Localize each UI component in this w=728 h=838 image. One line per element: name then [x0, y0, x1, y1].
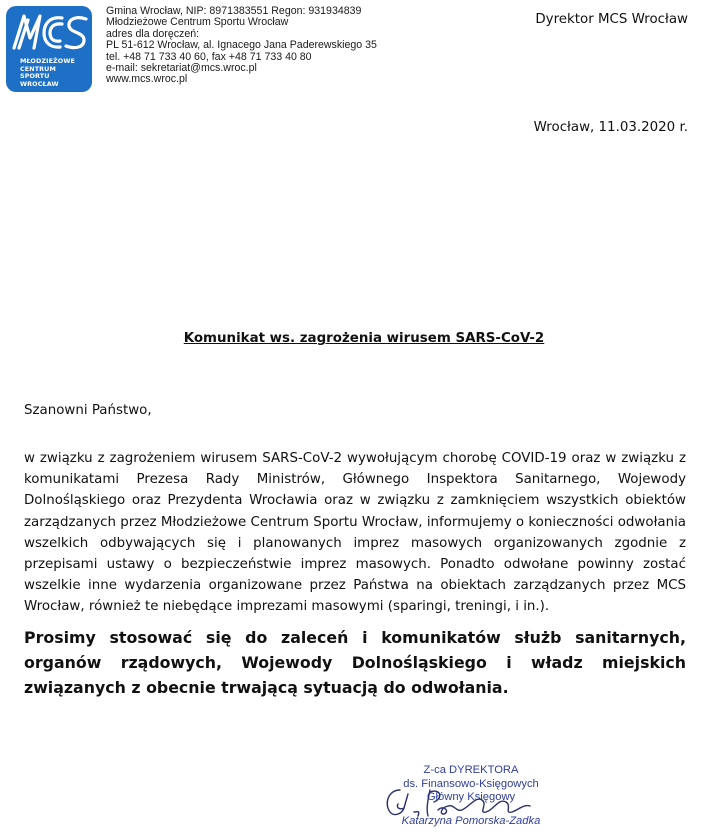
stamp-line: Główny Księgowy: [426, 791, 516, 803]
letterhead-line: Gmina Wrocław, NIP: 8971383551 Regon: 931934839: [106, 5, 362, 17]
letterhead-line: Młodzieżowe Centrum Sportu Wrocław: [106, 16, 289, 29]
letterhead-line: adres dla doręczeń:: [106, 27, 200, 40]
subject-text: Komunikat ws. zagrożenia wirusem SARS-CoV-2: [183, 331, 545, 346]
letterhead-line: www.mcs.wroc.pl: [106, 73, 188, 86]
letter-date: Wrocław, 11.03.2020 r.: [533, 120, 688, 135]
stamp-title: Z-ca DYREKTORA: [423, 764, 519, 776]
handwritten-signature: [378, 782, 548, 824]
body-paragraph: w związku z zagrożeniem wirusem SARS-CoV-2 wywołującym chorobę COVID-19 oraz w związku z komunikatami Prezesa Rady Ministrów, Głównego Inspektora Sanitarnego, Wojewody Dolnośląskiego oraz Prezydenta Wrocławia oraz w związku z zamknięciem wszystkich obiektów zarządzanych przez Młodzieżowe Centrum Sportu Wrocław, informujemy o konieczności odwołania wszelkich odbywających się i planowanych imprez masowych organizowanych zgodnie z przepisami ustawy o bezpieczeństwie imprez masowych. Ponadto odwołane powinny zostać wszelkie inne wydarzenia organizowane przez Państwa na obiektach zarządzanych przez MCS Wrocław, również te niebędące imprezami masowymi (sparingi, treningi, i in.).: [24, 451, 686, 615]
logo-line: MŁODZIEŻOWE: [20, 57, 75, 65]
stamp-name: Katarzyna Pomorska-Zadka: [401, 814, 541, 827]
subject-line: [0, 331, 728, 346]
logo-line: SPORTU: [20, 72, 50, 80]
stamp-line: ds. Finansowo-Księgowych: [403, 777, 539, 790]
letterhead-line: e-mail: sekretariat@mcs.wroc.pl: [106, 62, 257, 75]
letterhead-line: PL 51-612 Wrocław, al. Ignacego Jana Paderewskiego 35: [106, 39, 377, 52]
mcs-logo-text: [20, 58, 75, 88]
logo-line: CENTRUM: [20, 64, 56, 73]
letterhead-contact: [106, 6, 377, 86]
mcs-logo-mark: [6, 6, 92, 58]
mcs-logo: [6, 6, 92, 92]
request-paragraph: Prosimy stosować się do zaleceń i komunikatów służb sanitarnych, organów rządowych, Wojewody Dolnośląskiego i władz miejskich związanych z obecnie trwającą sytuacją do odwołania.: [24, 628, 686, 697]
letterhead-line: tel. +48 71 733 40 60, fax +48 71 733 40 80: [106, 50, 312, 63]
salutation: Szanowni Państwo,: [24, 403, 152, 418]
recipient: Dyrektor MCS Wrocław: [535, 12, 688, 27]
logo-line: WROCŁAW: [20, 79, 59, 88]
